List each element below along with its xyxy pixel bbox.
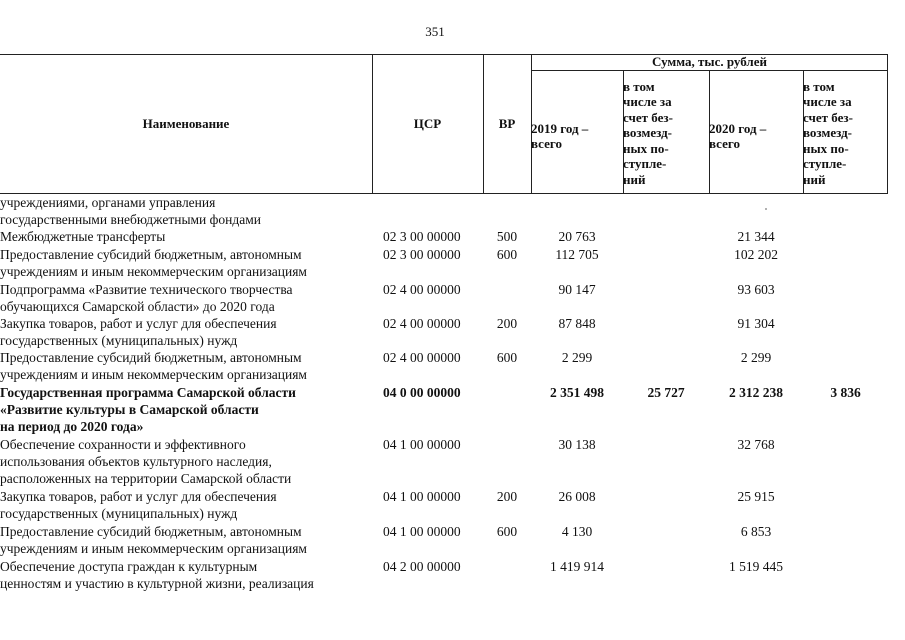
table-header xyxy=(0,54,888,194)
row-csr: 04 2 00 00000 xyxy=(383,559,461,574)
row-vr: 600 xyxy=(496,247,518,262)
header-2020-free-line: ний xyxy=(803,171,826,187)
row-sum-2020: 1 519 445 xyxy=(729,559,783,574)
row-name xyxy=(0,349,372,383)
header-2019-free-line: ных по- xyxy=(623,140,669,156)
row-sum-2019: 112 705 xyxy=(555,247,599,262)
row-sum-2020: 21 344 xyxy=(737,229,775,244)
row-csr: 04 1 00 00000 xyxy=(383,489,461,504)
header-2019-free-line: в том xyxy=(623,78,655,94)
row-csr: 04 0 00 00000 xyxy=(383,385,461,400)
row-csr: 04 1 00 00000 xyxy=(383,437,461,452)
header-2019-free-line: числе за xyxy=(623,94,672,110)
row-name-line: Закупка товаров, работ и услуг для обеспечения xyxy=(0,489,277,504)
row-csr: 04 1 00 00000 xyxy=(383,524,461,539)
row-sum-2020: 2 299 xyxy=(740,350,772,365)
row-vr: 600 xyxy=(496,350,518,365)
row-sum-2019: 4 130 xyxy=(561,524,593,539)
row-sum-2019: 1 419 914 xyxy=(550,559,604,574)
row-name-line: государственными внебюджетными фондами xyxy=(0,212,262,227)
header-2019-free-line: ний xyxy=(623,171,646,187)
row-name xyxy=(0,488,372,522)
row-sum-2020: 91 304 xyxy=(737,316,775,331)
row-name-line: учреждениями, органами управления xyxy=(0,195,216,210)
header-vr: ВР xyxy=(498,116,516,132)
row-name-line: Закупка товаров, работ и услуг для обеспечения xyxy=(0,316,277,331)
row-name xyxy=(0,281,372,315)
header-2020-total-line: 2020 год – xyxy=(709,120,767,136)
row-name-line: учреждениям и иным некоммерческим организациям xyxy=(0,367,307,382)
row-csr: 02 4 00 00000 xyxy=(383,282,461,297)
row-name-line: Государственная программа Самарской области xyxy=(0,385,296,400)
row-sum-2019: 2 351 498 xyxy=(550,385,604,400)
row-name-line: Обеспечение сохранности и эффективного xyxy=(0,437,246,452)
row-sum-2020-free: 3 836 xyxy=(830,385,861,400)
row-name-line: государственных (муниципальных) нужд xyxy=(0,333,238,348)
row-sum-2019: 90 147 xyxy=(558,282,596,297)
row-name-line: Обеспечение доступа граждан к культурным xyxy=(0,559,258,574)
row-csr: 02 3 00 00000 xyxy=(383,247,461,262)
row-sum-2019: 26 008 xyxy=(558,489,596,504)
header-2019-free-line: возмезд- xyxy=(623,125,672,141)
row-sum-2019: 2 299 xyxy=(561,350,593,365)
header-2020-free-line: счет без- xyxy=(803,109,853,125)
row-name-line: на период до 2020 года» xyxy=(0,419,144,434)
header-2019-free xyxy=(623,72,709,194)
row-name-line: расположенных на территории Самарской области xyxy=(0,471,292,486)
row-name-line: ценностям и участию в культурной жизни, реализация xyxy=(0,576,314,591)
row-sum-2019: 87 848 xyxy=(558,316,596,331)
header-2020-free-line: числе за xyxy=(803,94,852,110)
header-2019-total-line: 2019 год – xyxy=(531,120,589,136)
row-name xyxy=(0,194,372,228)
row-csr: 02 4 00 00000 xyxy=(383,350,461,365)
header-2020-free-line: возмезд- xyxy=(803,125,852,141)
row-csr: 02 3 00 00000 xyxy=(383,229,461,244)
row-name-line: государственных (муниципальных) нужд xyxy=(0,506,238,521)
row-name xyxy=(0,384,372,435)
row-name-line: использования объектов культурного наследия, xyxy=(0,454,272,469)
row-name xyxy=(0,246,372,280)
header-csr: ЦСР xyxy=(413,116,442,132)
row-name xyxy=(0,315,372,349)
scan-speck xyxy=(765,208,767,210)
row-vr: 600 xyxy=(496,524,518,539)
header-2019-free-line: счет без- xyxy=(623,109,673,125)
row-vr: 200 xyxy=(496,489,518,504)
header-2020-total xyxy=(709,116,803,156)
row-sum-2019: 30 138 xyxy=(558,437,596,452)
row-name-line: Предоставление субсидий бюджетным, автономным xyxy=(0,247,302,262)
row-name-line: «Развитие культуры в Самарской области xyxy=(0,402,259,417)
row-csr: 02 4 00 00000 xyxy=(383,316,461,331)
row-name xyxy=(0,228,372,245)
row-name-line: Предоставление субсидий бюджетным, автономным xyxy=(0,524,302,539)
header-2020-free-line: ступле- xyxy=(803,156,847,172)
row-sum-2019-free: 25 727 xyxy=(647,385,685,400)
row-sum-2019: 20 763 xyxy=(558,229,596,244)
header-2019-total-line: всего xyxy=(531,136,562,151)
row-sum-2020: 102 202 xyxy=(734,247,778,262)
row-name xyxy=(0,558,372,592)
header-2020-total-line: всего xyxy=(709,136,740,151)
row-sum-2020: 25 915 xyxy=(737,489,775,504)
row-name xyxy=(0,523,372,557)
header-name: Наименование xyxy=(142,116,230,132)
row-vr: 500 xyxy=(496,229,518,244)
header-2019-free-line: ступле- xyxy=(623,156,667,172)
header-2020-free-line: ных по- xyxy=(803,140,849,156)
row-name-line: Предоставление субсидий бюджетным, автономным xyxy=(0,350,302,365)
row-sum-2020: 2 312 238 xyxy=(729,385,783,400)
header-2020-free-line: в том xyxy=(803,78,835,94)
row-name-line: учреждениям и иным некоммерческим организациям xyxy=(0,541,307,556)
page-number: 351 xyxy=(425,24,445,39)
header-2019-total xyxy=(531,116,623,156)
row-name-line: Межбюджетные трансферты xyxy=(0,229,166,244)
header-sum-title: Сумма, тыс. рублей xyxy=(652,54,767,70)
row-sum-2020: 6 853 xyxy=(740,524,772,539)
row-name-line: Подпрограмма «Развитие технического творчества xyxy=(0,282,293,297)
row-name-line: учреждениям и иным некоммерческим организациям xyxy=(0,264,307,279)
row-vr: 200 xyxy=(496,316,518,331)
row-name-line: обучающихся Самарской области» до 2020 года xyxy=(0,299,275,314)
row-sum-2020: 32 768 xyxy=(737,437,775,452)
row-sum-2020: 93 603 xyxy=(737,282,775,297)
row-name xyxy=(0,436,372,487)
header-2020-free xyxy=(803,72,888,194)
